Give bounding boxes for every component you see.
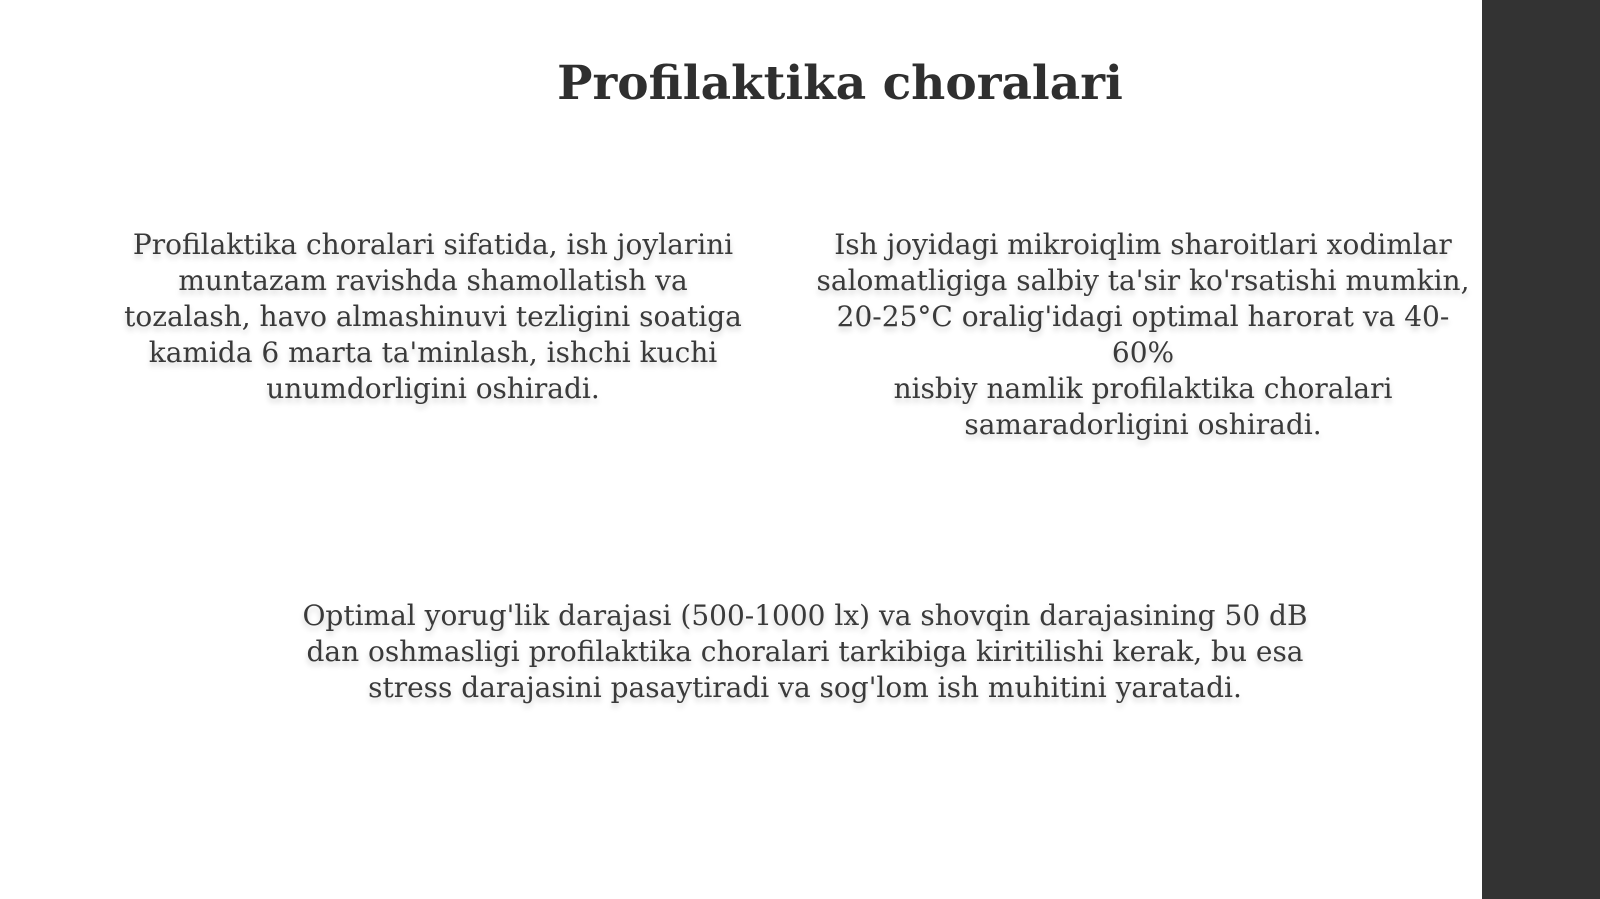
decorative-side-bar [1482, 0, 1600, 899]
slide-title: Profilaktika choralari [557, 56, 1123, 111]
paragraph-lighting-noise: Optimal yorug'lik darajasi (500-1000 lx) va shovqin darajasining 50 dB dan oshmasligi profilaktika choralari tarkibiga kiritilishi kerak, bu esa stress darajasini pasaytiradi va sog'lom ish muhitini yaratadi. [302, 599, 1308, 704]
paragraph-ventilation: Profilaktika choralari sifatida, ish joylarini muntazam ravishda shamollatish va tozalash, havo almashinuvi tezligini soatiga kamida 6 marta ta'minlash, ishchi kuchi unumdorligini oshiradi. [124, 228, 742, 405]
paragraph-microclimate: Ish joyidagi mikroiqlim sharoitlari xodimlar salomatligiga salbiy ta'sir ko'rsatishi mumkin, 20-25°C oralig'idagi optimal harorat va 40-60% nisbiy namlik profilaktika choralari samaradorligini oshiradi. [816, 228, 1470, 441]
